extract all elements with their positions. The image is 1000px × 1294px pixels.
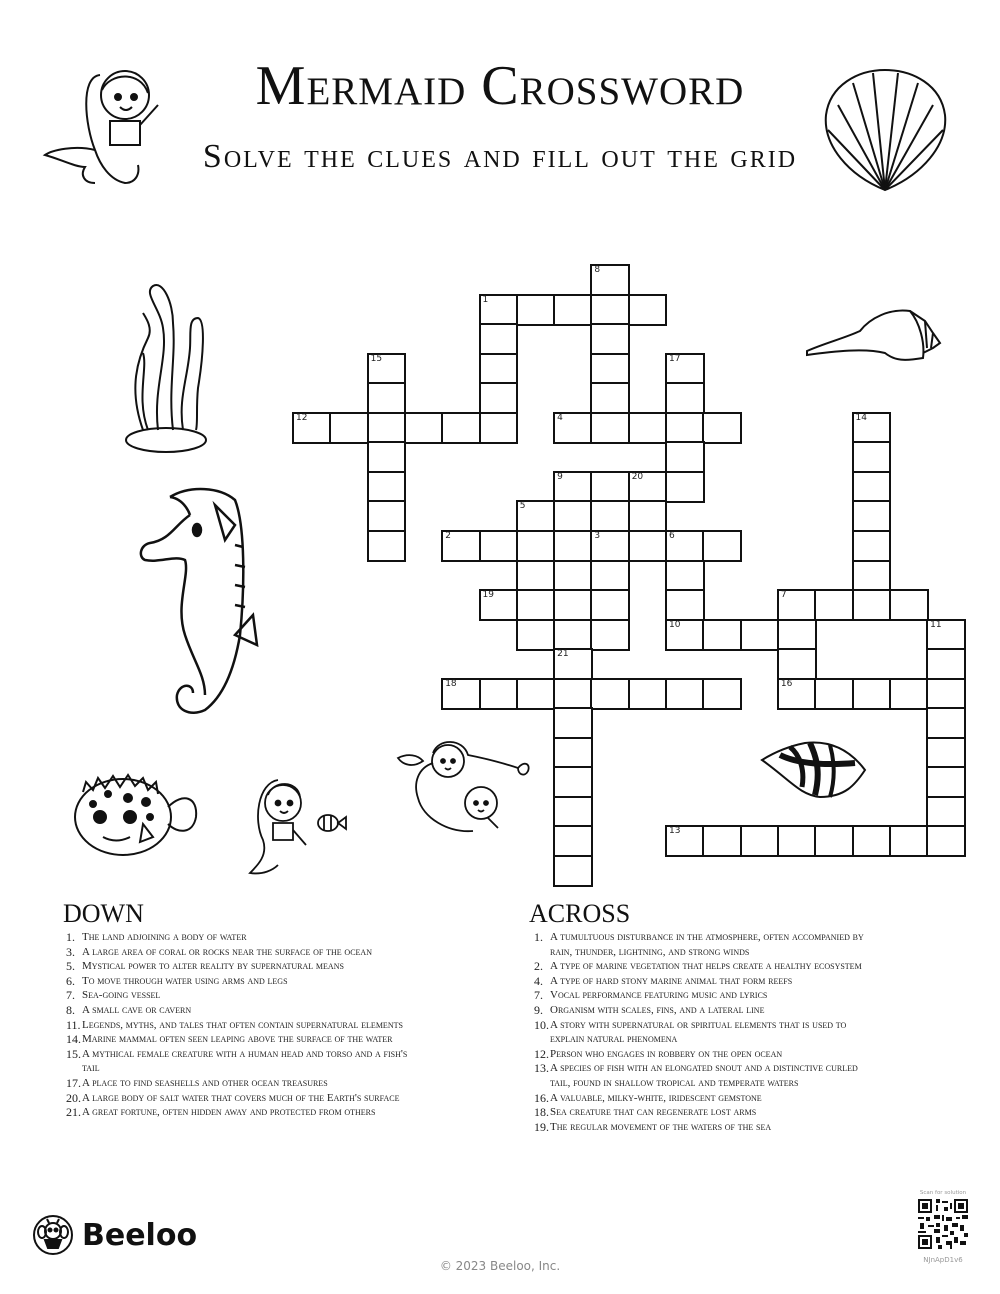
grid-cell[interactable] (926, 678, 966, 710)
clue-number: 1 (482, 294, 489, 305)
grid-cell[interactable] (441, 412, 481, 444)
clue-item (534, 1047, 879, 1062)
clue-number: 1. (66, 930, 75, 944)
grid-cell[interactable] (553, 471, 593, 503)
clue-item (66, 945, 426, 960)
grid-cell[interactable] (702, 530, 742, 562)
grid-cell[interactable] (516, 619, 556, 651)
clue-number: 21 (557, 649, 569, 660)
grid-cell[interactable] (590, 589, 630, 621)
grid-cell[interactable] (329, 412, 369, 444)
clue-number: 20. (66, 1090, 81, 1105)
grid-cell[interactable] (590, 619, 630, 651)
copyright-text: © 2023 Beeloo, Inc. (439, 1259, 561, 1273)
grid-cell[interactable] (665, 560, 705, 592)
clue-text: Mystical power to alter reality by supernatural means (82, 960, 344, 973)
grid-cell[interactable] (367, 500, 407, 532)
grid-cell[interactable] (367, 353, 407, 385)
grid-cell[interactable] (516, 530, 556, 562)
clue-number: 15. (66, 1046, 81, 1061)
grid-cell[interactable] (889, 589, 929, 621)
page-title: Mermaid Crossword (255, 55, 745, 117)
clue-item (66, 1047, 426, 1076)
clue-item (534, 1105, 879, 1120)
grid-cell[interactable] (441, 678, 481, 710)
grid-cell[interactable] (814, 825, 854, 857)
grid-cell[interactable] (590, 382, 630, 414)
clue-number: 19 (482, 590, 494, 601)
grid-cell[interactable] (553, 825, 593, 857)
clue-item (66, 988, 426, 1003)
grid-cell[interactable] (553, 855, 593, 887)
clue-number: 7. (534, 988, 543, 1003)
clue-text: Person who engages in robbery on the open ocean (550, 1047, 783, 1060)
clue-text: Organism with scales, fins, and a lateral line (550, 1003, 765, 1016)
clue-item (66, 930, 426, 945)
clue-text: Legends, myths, and tales that often contain supernatural elements (82, 1018, 403, 1031)
down-clue-list (66, 930, 426, 1120)
clue-item (534, 974, 879, 989)
brand-name: Beeloo (82, 1217, 198, 1253)
clue-number: 16. (534, 1090, 549, 1105)
grid-cell[interactable] (553, 678, 593, 710)
clue-number: 17 (669, 353, 681, 364)
grid-cell[interactable] (665, 412, 705, 444)
clue-number: 6 (669, 530, 675, 541)
grid-cell[interactable] (553, 500, 593, 532)
clue-number: 18. (534, 1105, 549, 1120)
clue-number: 2 (445, 530, 451, 541)
clue-number: 7 (780, 590, 787, 601)
clue-text: A great fortune, often hidden away and protected from others (82, 1106, 376, 1119)
qr-caption: Scan for solution (919, 1190, 967, 1196)
grid-cell[interactable] (889, 825, 929, 857)
clue-number: 10 (669, 619, 681, 630)
clue-item (66, 1076, 426, 1091)
grid-cell[interactable] (926, 648, 966, 680)
clue-text: A tumultuous disturbance in the atmosphere, often accompanied by rain, thunder, lightning, and strong winds (550, 931, 864, 958)
grid-cell[interactable] (590, 560, 630, 592)
grid-cell[interactable] (926, 737, 966, 769)
grid-cell[interactable] (479, 382, 519, 414)
clue-number: 14 (855, 412, 867, 423)
grid-cell[interactable] (479, 353, 519, 385)
grid-cell[interactable] (553, 707, 593, 739)
clue-item (534, 1018, 879, 1047)
clue-number: 10. (534, 1017, 549, 1032)
grid-cell[interactable] (292, 412, 332, 444)
clue-item (534, 930, 879, 959)
page-subtitle: Solve the clues and fill out the grid (202, 138, 798, 175)
grid-cell[interactable] (516, 294, 556, 326)
clue-item (66, 1018, 426, 1033)
grid-cell[interactable] (665, 353, 705, 385)
grid-cell[interactable] (516, 678, 556, 710)
clue-number: 13. (534, 1061, 549, 1076)
grid-cell[interactable] (553, 530, 593, 562)
grid-cell[interactable] (852, 471, 892, 503)
grid-cell[interactable] (404, 412, 444, 444)
two-mermaids-illustration (393, 733, 533, 843)
grid-cell[interactable] (852, 412, 892, 444)
grid-cell[interactable] (628, 500, 668, 532)
clue-number: 18 (445, 678, 457, 689)
clue-number: 3 (594, 530, 601, 541)
clue-number: 21. (66, 1105, 81, 1120)
grid-cell[interactable] (479, 412, 519, 444)
solution-qr-block[interactable] (912, 1190, 974, 1264)
grid-cell[interactable] (367, 471, 407, 503)
grid-cell[interactable] (702, 825, 742, 857)
grid-cell[interactable] (479, 530, 519, 562)
grid-cell[interactable] (852, 500, 892, 532)
grid-cell[interactable] (553, 648, 593, 680)
grid-cell[interactable] (553, 294, 593, 326)
grid-cell[interactable] (367, 412, 407, 444)
clue-number: 9 (557, 471, 563, 482)
grid-cell[interactable] (590, 264, 630, 296)
grid-cell[interactable] (777, 589, 817, 621)
grid-cell[interactable] (926, 825, 966, 857)
grid-cell[interactable] (553, 619, 593, 651)
grid-cell[interactable] (553, 737, 593, 769)
grid-cell[interactable] (553, 796, 593, 828)
clue-number: 2. (534, 959, 543, 974)
clue-number: 3. (66, 944, 75, 959)
clue-text: A small cave or cavern (82, 1003, 192, 1016)
grid-cell[interactable] (852, 825, 892, 857)
grid-cell[interactable] (367, 530, 407, 562)
clue-text: Vocal performance featuring music and lyrics (550, 989, 768, 1002)
grid-cell[interactable] (777, 648, 817, 680)
clue-number: 12. (534, 1046, 549, 1061)
qr-code-id: NJnApD1v6 (923, 1256, 963, 1264)
clue-item (534, 959, 879, 974)
grid-cell[interactable] (852, 560, 892, 592)
grid-cell[interactable] (852, 441, 892, 473)
clue-item (66, 1032, 426, 1047)
clue-number: 17. (66, 1075, 81, 1090)
grid-cell[interactable] (367, 441, 407, 473)
clue-number: 4 (557, 412, 563, 423)
grid-cell[interactable] (740, 825, 780, 857)
grid-cell[interactable] (590, 412, 630, 444)
clue-text: To move through water using arms and legs (82, 974, 288, 987)
clue-number: 14. (66, 1032, 81, 1047)
grid-cell[interactable] (553, 766, 593, 798)
scallop-shell-illustration (818, 65, 953, 195)
grid-cell[interactable] (740, 619, 780, 651)
grid-cell[interactable] (777, 678, 817, 710)
clue-text: A type of hard stony marine animal that form reefs (550, 974, 793, 987)
mermaid-with-fish-illustration (238, 775, 358, 880)
grid-cell[interactable] (590, 294, 630, 326)
grid-cell[interactable] (367, 382, 407, 414)
grid-cell[interactable] (479, 323, 519, 355)
clue-number: 5. (66, 959, 75, 974)
clue-number: 8 (594, 265, 601, 275)
across-heading: ACROSS (529, 899, 631, 928)
across-clue-list (534, 930, 879, 1134)
grid-cell[interactable] (479, 678, 519, 710)
grid-cell[interactable] (777, 619, 817, 651)
clue-item (534, 1003, 879, 1018)
grid-cell[interactable] (516, 500, 556, 532)
clue-item (66, 1105, 426, 1120)
qr-code-icon[interactable] (918, 1199, 968, 1249)
clue-number: 16 (780, 678, 793, 689)
clue-number: 5 (519, 501, 526, 512)
grid-cell[interactable] (702, 412, 742, 444)
grid-cell[interactable] (926, 707, 966, 739)
clue-number: 6. (66, 973, 75, 988)
grid-cell[interactable] (814, 678, 854, 710)
grid-cell[interactable] (926, 796, 966, 828)
clue-number: 8. (66, 1002, 75, 1017)
grid-cell[interactable] (665, 530, 705, 562)
clue-text: A large area of coral or rocks near the surface of the ocean (82, 945, 372, 958)
mermaid-waving-illustration (40, 55, 180, 195)
grid-cell[interactable] (553, 560, 593, 592)
grid-cell[interactable] (479, 589, 519, 621)
grid-cell[interactable] (665, 825, 705, 857)
clue-number: 7. (66, 988, 75, 1003)
down-heading: DOWN (63, 899, 144, 928)
grid-cell[interactable] (665, 471, 705, 503)
clue-item (66, 1003, 426, 1018)
grid-cell[interactable] (516, 589, 556, 621)
grid-cell[interactable] (628, 678, 668, 710)
grid-cell[interactable] (590, 530, 630, 562)
grid-cell[interactable] (665, 382, 705, 414)
grid-cell[interactable] (926, 766, 966, 798)
clue-number: 20 (631, 471, 644, 482)
clue-item (534, 1120, 879, 1135)
conch-shell-illustration (805, 303, 945, 363)
grid-cell[interactable] (553, 589, 593, 621)
clue-number: 1. (534, 930, 543, 944)
grid-cell[interactable] (628, 412, 668, 444)
clue-number: 15 (370, 353, 383, 364)
clue-item (66, 1091, 426, 1106)
clue-text: A type of marine vegetation that helps create a healthy ecosystem (550, 960, 862, 973)
grid-cell[interactable] (926, 619, 966, 651)
clue-number: 11. (66, 1017, 81, 1032)
grid-cell[interactable] (665, 678, 705, 710)
grid-cell[interactable] (479, 294, 519, 326)
grid-cell[interactable] (590, 323, 630, 355)
grid-cell[interactable] (852, 530, 892, 562)
clue-text: Marine mammal often seen leaping above the surface of the water (82, 1033, 393, 1046)
clue-text: Sea creature that can regenerate lost arms (550, 1106, 757, 1119)
clue-number: 4. (534, 973, 543, 988)
grid-cell[interactable] (665, 441, 705, 473)
grid-cell[interactable] (628, 471, 668, 503)
grid-cell[interactable] (852, 678, 892, 710)
clue-number: 19. (534, 1119, 549, 1134)
grid-cell[interactable] (441, 530, 481, 562)
clue-text: The regular movement of the waters of the sea (550, 1120, 772, 1133)
clue-text: A large body of salt water that covers much of the Earth's surface (82, 1091, 400, 1104)
clue-number: 9. (534, 1002, 543, 1017)
grid-cell[interactable] (628, 294, 668, 326)
clue-number: 13 (669, 826, 681, 837)
clue-number: 12 (296, 412, 308, 423)
clue-text: The land adjoining a body of water (82, 931, 247, 943)
grid-cell[interactable] (590, 353, 630, 385)
seaweed-illustration (118, 278, 213, 453)
grid-cell[interactable] (702, 619, 742, 651)
seahorse-illustration (135, 485, 265, 720)
grid-cell[interactable] (590, 500, 630, 532)
grid-cell[interactable] (590, 678, 630, 710)
clue-text: Sea-going vessel (82, 989, 161, 1002)
grid-cell[interactable] (516, 560, 556, 592)
clue-text: A story with supernatural or spiritual elements that is used to explain natural phenomena (550, 1018, 847, 1046)
grid-cell[interactable] (665, 589, 705, 621)
grid-cell[interactable] (665, 619, 705, 651)
grid-cell[interactable] (590, 471, 630, 503)
grid-cell[interactable] (814, 589, 854, 621)
grid-cell[interactable] (777, 825, 817, 857)
grid-cell[interactable] (889, 678, 929, 710)
clue-item (534, 1061, 879, 1090)
striped-shell-illustration (760, 735, 870, 805)
grid-cell[interactable] (628, 530, 668, 562)
clue-item (534, 1091, 879, 1106)
clue-item (66, 959, 426, 974)
grid-cell[interactable] (702, 678, 742, 710)
clue-text: A mythical female creature with a human head and torso and a fish's tail (82, 1047, 408, 1075)
grid-cell[interactable] (553, 412, 593, 444)
clue-text: A place to find seashells and other ocean treasures (82, 1076, 328, 1089)
grid-cell[interactable] (852, 589, 892, 621)
clue-text: A valuable, milky-white, iridescent gemstone (550, 1091, 762, 1104)
clue-number: 11 (930, 619, 942, 630)
clue-text: A species of fish with an elongated snout and a distinctive curled tail, found in shallow tropical and temperate waters (550, 1062, 858, 1089)
pufferfish-illustration (58, 762, 208, 862)
clue-item (66, 974, 426, 989)
bee-logo-icon (32, 1214, 74, 1256)
beeloo-logo[interactable] (32, 1214, 197, 1256)
clue-item (534, 988, 879, 1003)
